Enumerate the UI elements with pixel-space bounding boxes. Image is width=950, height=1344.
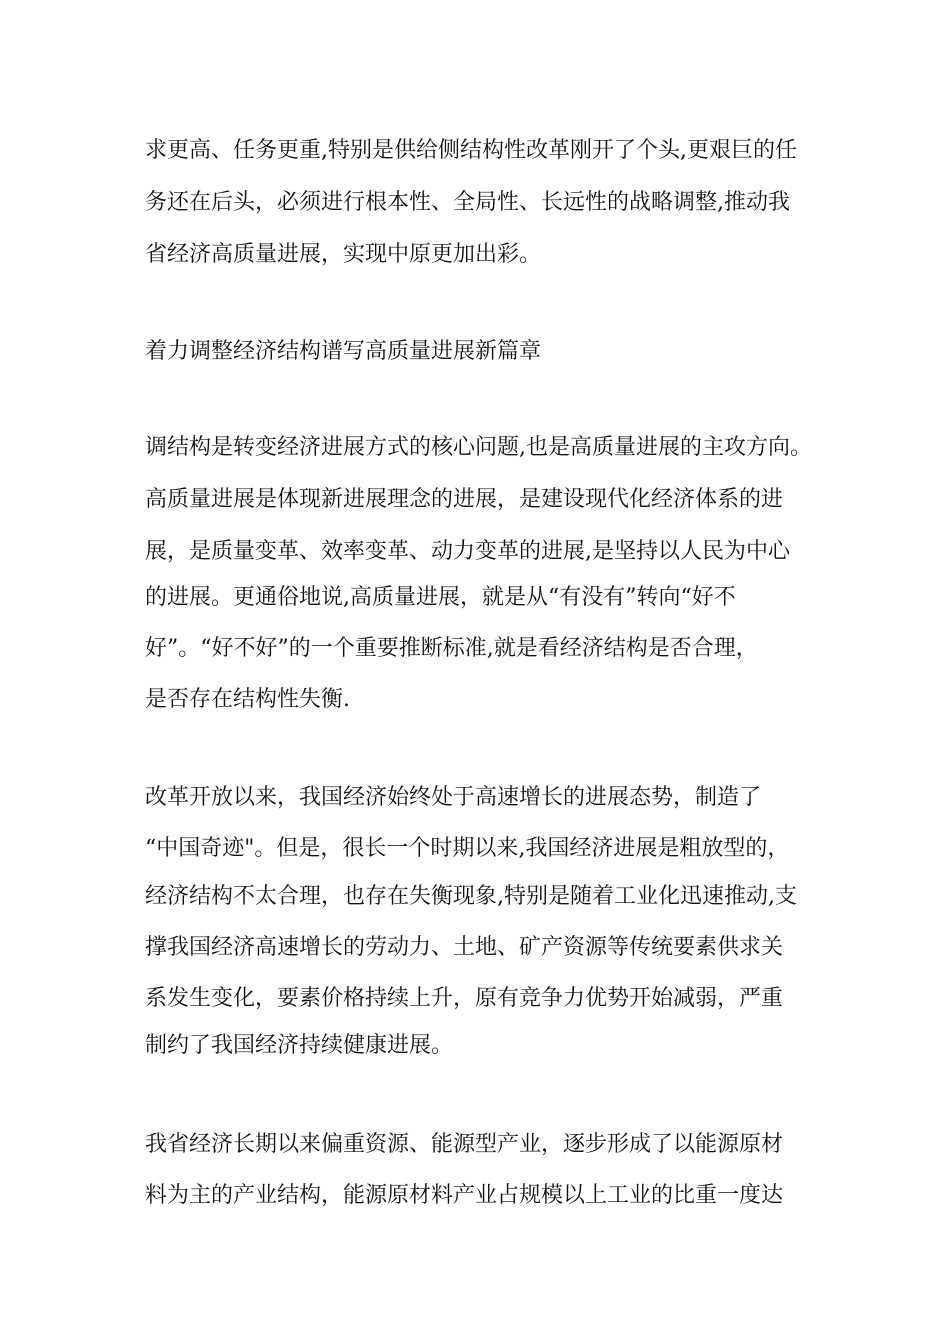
paragraph-2-line-3: 展，是质量变革、效率变革、动力变革的进展,是坚持以人民为中心 [145,539,790,564]
paragraph-2-line-1: 调结构是转变经济进展方式的核心问题,也是高质量进展的主攻方向。 [145,435,812,460]
paragraph-1-line-3: 省经济高质量进展，实现中原更加出彩。 [145,242,542,267]
paragraph-2-line-2: 高质量进展是体现新进展理念的进展，是建设现代化经济体系的进 [145,487,784,512]
paragraph-3-line-3: 经济结构不太合理，也存在失衡现象,特别是随着工业化迅速推动,支 [145,884,797,909]
paragraph-3-line-1: 改革开放以来，我国经济始终处于高速增长的进展态势，制造了 [145,785,762,810]
paragraph-2-line-4: 的进展。更通俗地说,高质量进展，就是从“有没有”转向“好不 [145,585,736,610]
paragraph-1-line-1: 求更高、任务更重,特别是供给侧结构性改革刚开了个头,更艰巨的任 [145,138,797,163]
paragraph-2-line-5: 好”。“好不好”的一个重要推断标准,就是看经济结构是否合理， [145,636,758,661]
section-heading: 着力调整经济结构谱写高质量进展新篇章 [145,339,542,364]
paragraph-4-line-2: 料为主的产业结构，能源原材料产业占规模以上工业的比重一度达 [145,1183,784,1208]
paragraph-3-line-6: 制约了我国经济持续健康进展。 [145,1033,454,1058]
paragraph-3-line-4: 撑我国经济高速增长的劳动力、土地、矿产资源等传统要素供求关 [145,935,784,960]
paragraph-4-line-1: 我省经济长期以来偏重资源、能源型产业，逐步形成了以能源原材 [145,1132,784,1157]
paragraph-3-line-2: “中国奇迹"。但是，很长一个时期以来,我国经济进展是粗放型的， [145,836,790,861]
paragraph-2-line-6: 是否存在结构性失衡. [145,687,350,712]
paragraph-3-line-5: 系发生变化，要素价格持续上升，原有竞争力优势开始减弱，严重 [145,986,784,1011]
paragraph-1-line-2: 务还在后头，必须进行根本性、全局性、长远性的战略调整,推动我 [145,190,790,215]
